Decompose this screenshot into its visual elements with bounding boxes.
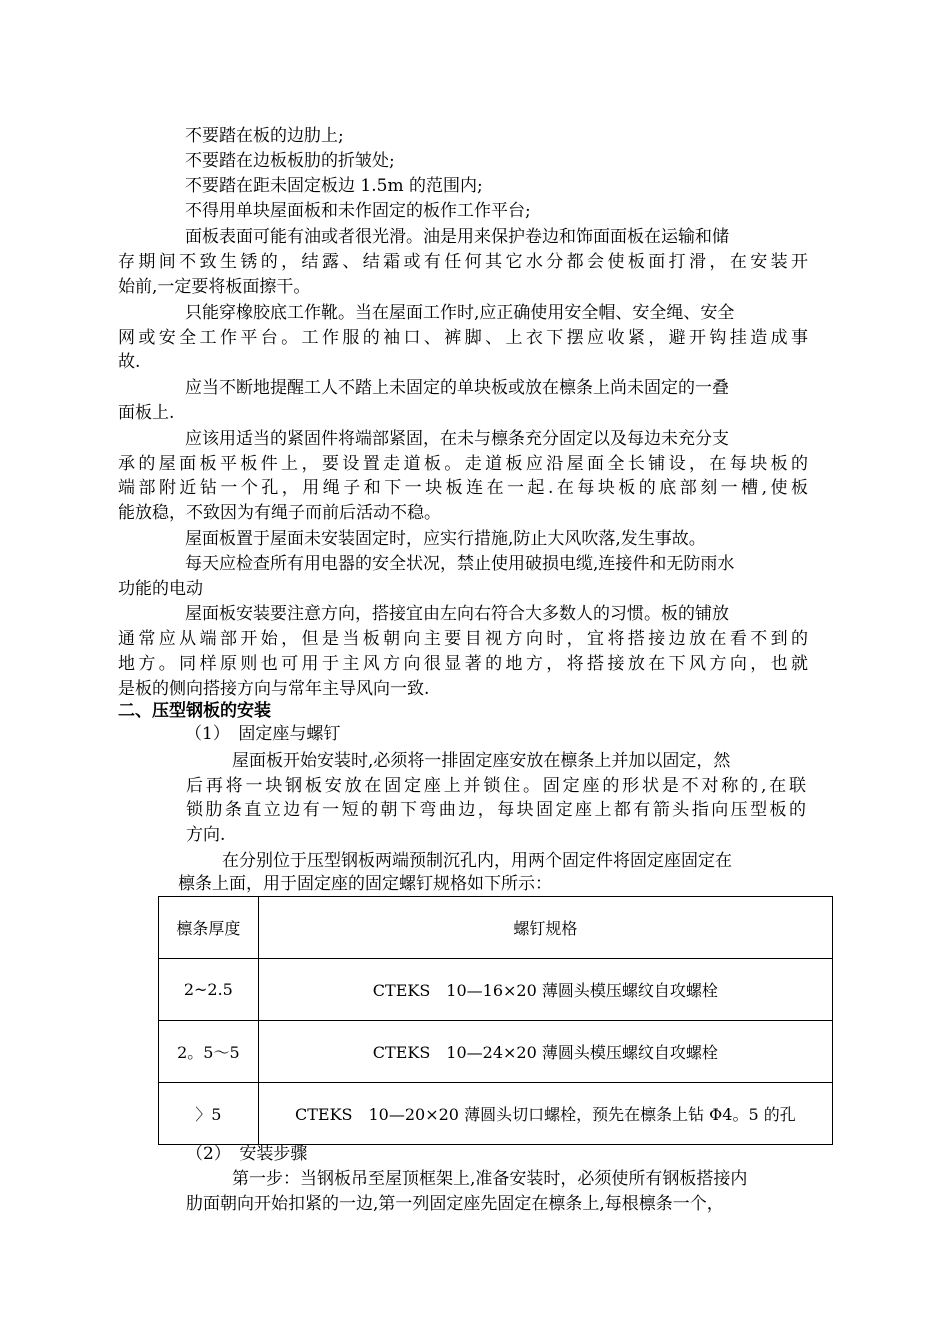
- paragraph-line: 存期间不致生锈的，结露、结霜或有任何其它水分都会使板面打滑，在安装开: [118, 252, 808, 272]
- paragraph-line: 屋面板置于屋面未安装固定时，应实行措施,防止大风吹落,发生事故。: [185, 529, 706, 549]
- bullet-line: 不要踏在距未固定板边 1.5m 的范围内;: [185, 176, 483, 196]
- table-cell-thickness: 〉5: [159, 1083, 259, 1145]
- paragraph-line: 是板的侧向搭接方向与常年主导风向一致.: [118, 679, 430, 699]
- paragraph-line: 第一步：当钢板吊至屋顶框架上,准备安装时，必须使所有钢板搭接内: [232, 1169, 748, 1189]
- paragraph-line: 始前,一定要将板面擦干。: [118, 277, 311, 297]
- subsection-title: （2） 安装步骤: [186, 1144, 308, 1164]
- paragraph-line: 后再将一块钢板安放在固定座上并锁住。固定座的形状是不对称的,在联: [186, 776, 806, 796]
- bullet-line: 不要踏在边板板肋的折皱处;: [185, 151, 395, 171]
- paragraph-line: 端部附近钻一个孔，用绳子和下一块板连在一起.在每块板的底部刻一槽,使板: [118, 478, 808, 498]
- paragraph-line: 屋面板安装要注意方向，搭接宜由左向右符合大多数人的习惯。板的铺放: [185, 604, 729, 624]
- table-cell-spec: CTEKS 10—16×20 薄圆头模压螺纹自攻螺栓: [258, 959, 832, 1021]
- table-header-cell: 螺钉规格: [258, 897, 832, 959]
- paragraph-line: 檩条上面，用于固定座的固定螺钉规格如下所示：: [178, 874, 552, 894]
- table-row: [159, 1083, 833, 1145]
- paragraph-line: 应该用适当的紧固件将端部紧固，在未与檩条充分固定以及每边未充分支: [185, 429, 729, 449]
- paragraph-line: 面板上.: [118, 403, 175, 423]
- paragraph-line: 方向.: [186, 825, 226, 845]
- paragraph-line: 肋面朝向开始扣紧的一边,第一列固定座先固定在檩条上,每根檩条一个，: [186, 1194, 724, 1214]
- section-heading: 二、压型钢板的安装: [118, 701, 271, 721]
- paragraph-line: 地方。同样原则也可用于主风方向很显著的地方，将搭接放在下风方向，也就: [118, 654, 808, 674]
- paragraph-line: 故.: [118, 352, 141, 372]
- table-cell-spec: CTEKS 10—20×20 薄圆头切口螺栓，预先在檩条上钻 Φ4。5 的孔: [258, 1083, 832, 1145]
- paragraph-line: 功能的电动: [118, 579, 203, 599]
- paragraph-line: 面板表面可能有油或者很光滑。油是用来保护卷边和饰面面板在运输和储: [185, 227, 729, 247]
- subsection-title: （1） 固定座与螺钉: [185, 724, 341, 744]
- paragraph-line: 网或安全工作平台。工作服的袖口、裤脚、上衣下摆应收紧，避开钩挂造成事: [118, 328, 808, 348]
- table-cell-thickness: 2。5～5: [159, 1021, 259, 1083]
- paragraph-line: 承的屋面板平板件上，要设置走道板。走道板应沿屋面全长铺设，在每块板的: [118, 454, 808, 474]
- table-cell-thickness: 2~2.5: [159, 959, 259, 1021]
- paragraph-line: 通常应从端部开始，但是当板朝向主要目视方向时，宜将搭接边放在看不到的: [118, 629, 808, 649]
- table-header-cell: 檩条厚度: [159, 897, 259, 959]
- paragraph-line: 在分别位于压型钢板两端预制沉孔内，用两个固定件将固定座固定在: [222, 851, 732, 871]
- table-row: [159, 1021, 833, 1083]
- screw-spec-table: [158, 896, 833, 1145]
- bullet-line: 不要踏在板的边肋上;: [185, 126, 344, 146]
- table-cell-spec: CTEKS 10—24×20 薄圆头模压螺纹自攻螺栓: [258, 1021, 832, 1083]
- paragraph-line: 能放稳，不致因为有绳子而前后活动不稳。: [118, 503, 441, 523]
- paragraph-line: 应当不断地提醒工人不踏上未固定的单块板或放在檩条上尚未固定的一叠: [185, 378, 729, 398]
- bullet-line: 不得用单块屋面板和未作固定的板作工作平台;: [185, 201, 531, 221]
- paragraph-line: 每天应检查所有用电器的安全状况，禁止使用破损电缆,连接件和无防雨水: [185, 554, 735, 574]
- paragraph-line: 只能穿橡胶底工作靴。当在屋面工作时,应正确使用安全帽、安全绳、安全: [185, 303, 735, 323]
- paragraph-line: 锁肋条直立边有一短的朝下弯曲边，每块固定座上都有箭头指向压型板的: [186, 800, 806, 820]
- table-row: [159, 959, 833, 1021]
- table-header-row: [159, 897, 833, 959]
- paragraph-line: 屋面板开始安装时,必须将一排固定座安放在檩条上并加以固定，然: [232, 751, 731, 771]
